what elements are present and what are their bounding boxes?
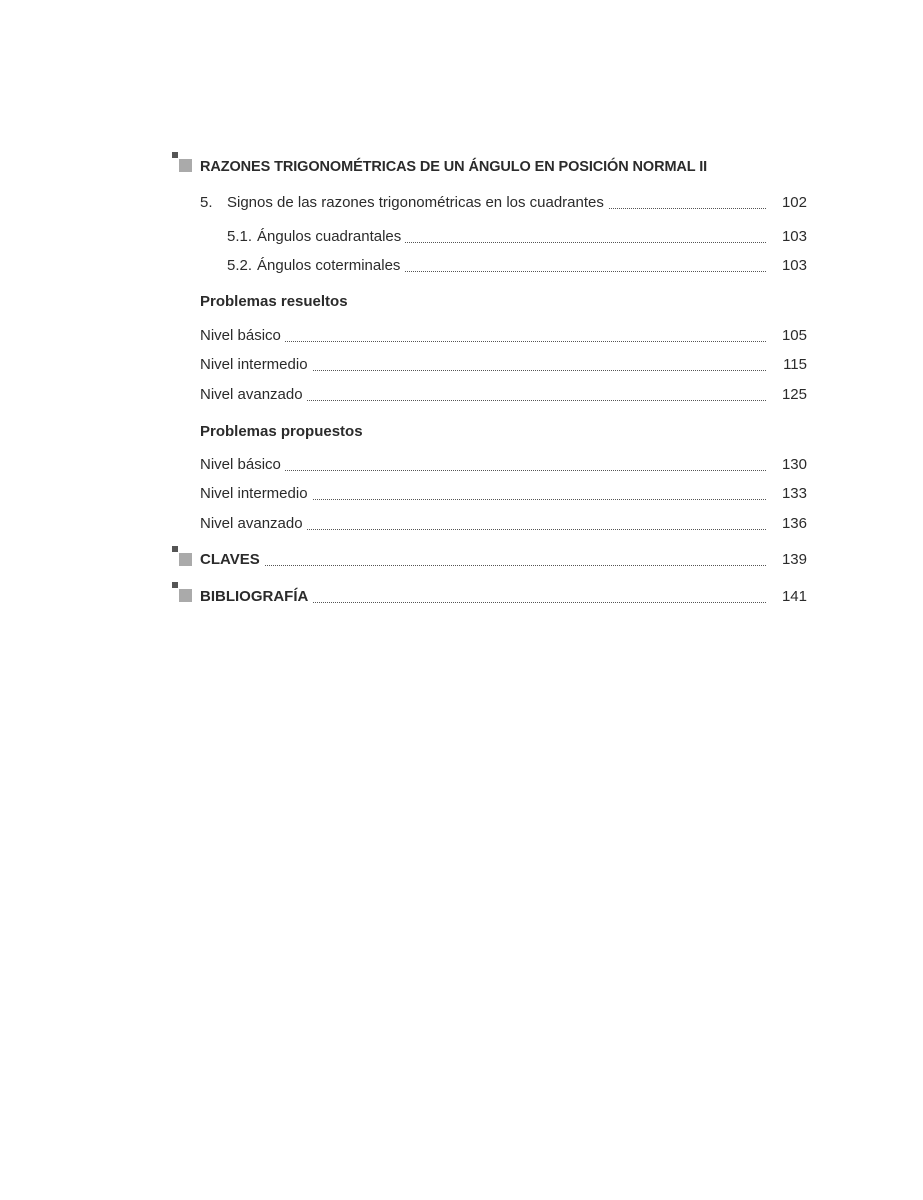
page-number: 133 [781, 485, 807, 502]
toc-entry[interactable] [0, 385, 923, 405]
page-number: 105 [781, 327, 807, 344]
section-number: 5.1. [227, 228, 253, 245]
chapter-heading [0, 157, 923, 177]
entry-title: Nivel intermedio [200, 355, 312, 375]
page-number: 125 [781, 386, 807, 403]
subheading-problemas-propuestos [0, 422, 923, 442]
entry-title: Nivel avanzado [200, 514, 307, 534]
toc-entry-bibliografia[interactable] [0, 587, 923, 607]
section-title: Signos de las razones trigonométricas en los cuadrantes [227, 193, 608, 213]
dot-leader [400, 240, 766, 243]
section-number: 5.2. [227, 257, 253, 274]
dot-leader [310, 368, 766, 371]
dot-leader [255, 563, 766, 566]
page-number: 102 [781, 194, 807, 211]
chapter-title: RAZONES TRIGONOMÉTRICAS DE UN ÁNGULO EN POSICIÓN NORMAL II [200, 157, 711, 177]
page-number: 141 [781, 588, 807, 605]
toc-entry[interactable] [0, 227, 923, 247]
dot-leader [600, 206, 766, 209]
dot-leader [310, 497, 766, 500]
toc-entry[interactable] [0, 256, 923, 276]
entry-title: BIBLIOGRAFÍA [200, 587, 312, 607]
dot-leader [400, 269, 766, 272]
dot-leader [280, 468, 766, 471]
page-number: 115 [783, 356, 807, 373]
page-number: 130 [781, 456, 807, 473]
section-title: Ángulos cuadrantales [257, 227, 405, 247]
dot-leader [280, 339, 766, 342]
entry-title: Nivel básico [200, 326, 285, 346]
section-number: 5. [200, 194, 213, 211]
dot-leader [300, 527, 766, 530]
page-number: 103 [781, 257, 807, 274]
entry-title: Nivel intermedio [200, 484, 312, 504]
entry-title: CLAVES [200, 550, 264, 570]
entry-title: Nivel básico [200, 455, 285, 475]
toc-entry[interactable] [0, 514, 923, 534]
toc-entry[interactable] [0, 193, 923, 213]
dot-leader [300, 398, 766, 401]
toc-entry[interactable] [0, 455, 923, 475]
toc-entry[interactable] [0, 484, 923, 504]
page-number: 139 [781, 551, 807, 568]
subheading-title: Problemas resueltos [200, 292, 352, 312]
page-number: 136 [781, 515, 807, 532]
entry-title: Nivel avanzado [200, 385, 307, 405]
toc-entry[interactable] [0, 355, 923, 375]
toc-entry-claves[interactable] [0, 550, 923, 570]
toc-entry[interactable] [0, 326, 923, 346]
page-number: 103 [781, 228, 807, 245]
section-title: Ángulos coterminales [257, 256, 404, 276]
subheading-title: Problemas propuestos [200, 422, 367, 442]
dot-leader [300, 600, 766, 603]
subheading-problemas-resueltos [0, 292, 923, 312]
